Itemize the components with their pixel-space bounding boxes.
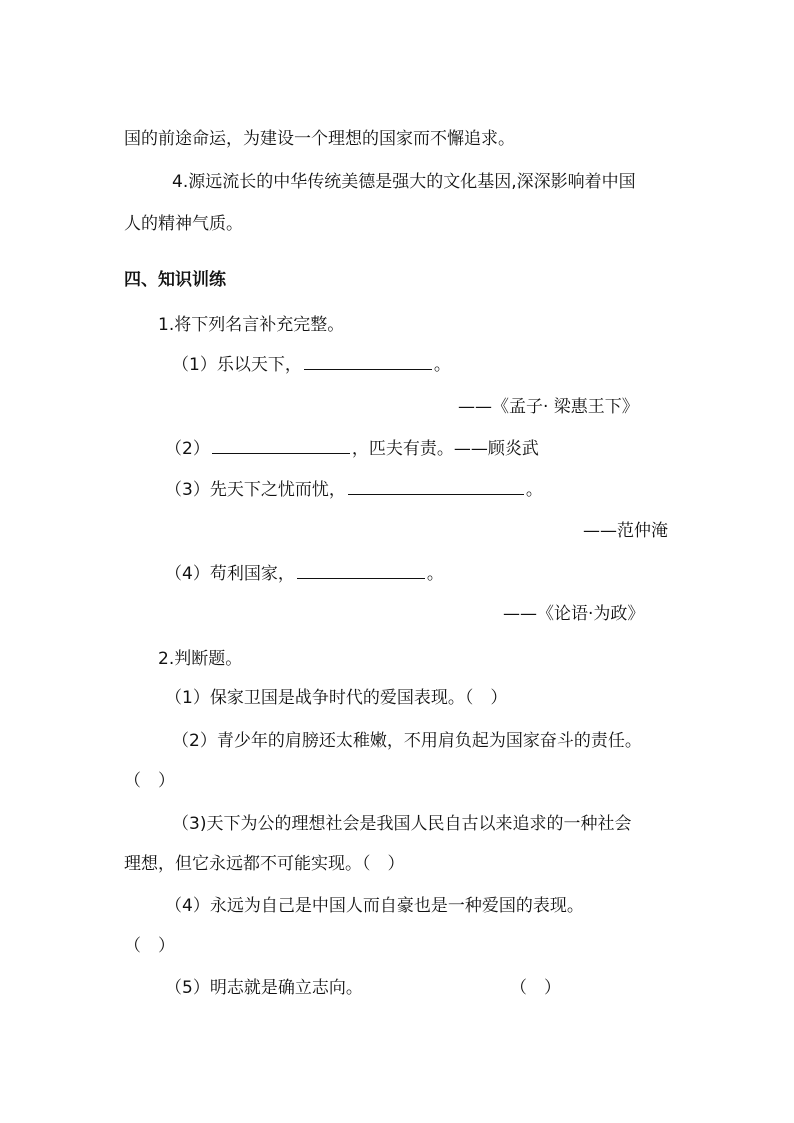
quote-source: ——范仲淹 xyxy=(583,521,668,541)
quote-prefix: （1）乐以天下， xyxy=(172,355,302,375)
answer-blank[interactable] xyxy=(304,353,432,370)
judgment-item-5: （5）明志就是确立志向。 xyxy=(165,978,363,998)
quote-item-3 xyxy=(165,477,543,503)
paragraph-line: 国的前途命运，为建设一个理想的国家而不懈追求。 xyxy=(124,129,515,149)
answer-paren[interactable]: （ ） xyxy=(124,771,175,791)
quote-source: ——《孟子· 梁惠王下》 xyxy=(458,397,639,417)
answer-blank[interactable] xyxy=(297,562,425,579)
quote-prefix: （2） xyxy=(165,439,210,459)
answer-paren[interactable]: （ ） xyxy=(124,936,175,956)
judgment-item-1: （1）保家卫国是战争时代的爱国表现。（ ） xyxy=(165,688,508,708)
section-heading: 四、知识训练 xyxy=(124,270,226,290)
quote-item-1 xyxy=(172,352,451,378)
question-title: 2.判断题。 xyxy=(158,649,243,669)
judgment-item-4: （4）永远为自己是中国人而自豪也是一种爱国的表现。 xyxy=(165,896,584,916)
answer-blank[interactable] xyxy=(212,437,350,454)
quote-prefix: （3）先天下之忧而忧， xyxy=(165,480,346,500)
paragraph-line: 4.源远流长的中华传统美德是强大的文化基因,深深影响着中国 xyxy=(172,172,636,192)
quote-prefix: （4）苟利国家， xyxy=(165,564,295,584)
quote-suffix: 。 xyxy=(525,480,543,500)
quote-source: ——《论语·为政》 xyxy=(503,604,645,624)
answer-paren[interactable]: （ ） xyxy=(510,978,561,998)
quote-suffix: 。 xyxy=(433,355,451,375)
question-title: 1.将下列名言补充完整。 xyxy=(158,315,345,335)
judgment-item-2: （2）青少年的肩膀还太稚嫩，不用肩负起为国家奋斗的责任。 xyxy=(172,731,642,751)
quote-item-2 xyxy=(165,436,539,462)
quote-suffix: 。 xyxy=(426,564,444,584)
quote-item-4 xyxy=(165,561,444,587)
judgment-item-3-cont: 理想，但它永远都不可能实现。（ ） xyxy=(124,854,405,874)
quote-suffix: ，匹夫有责。——顾炎武 xyxy=(351,439,539,459)
paragraph-line: 人的精神气质。 xyxy=(124,214,243,234)
answer-blank[interactable] xyxy=(348,478,524,495)
judgment-item-3: （3)天下为公的理想社会是我国人民自古以来追求的一种社会 xyxy=(172,814,632,834)
